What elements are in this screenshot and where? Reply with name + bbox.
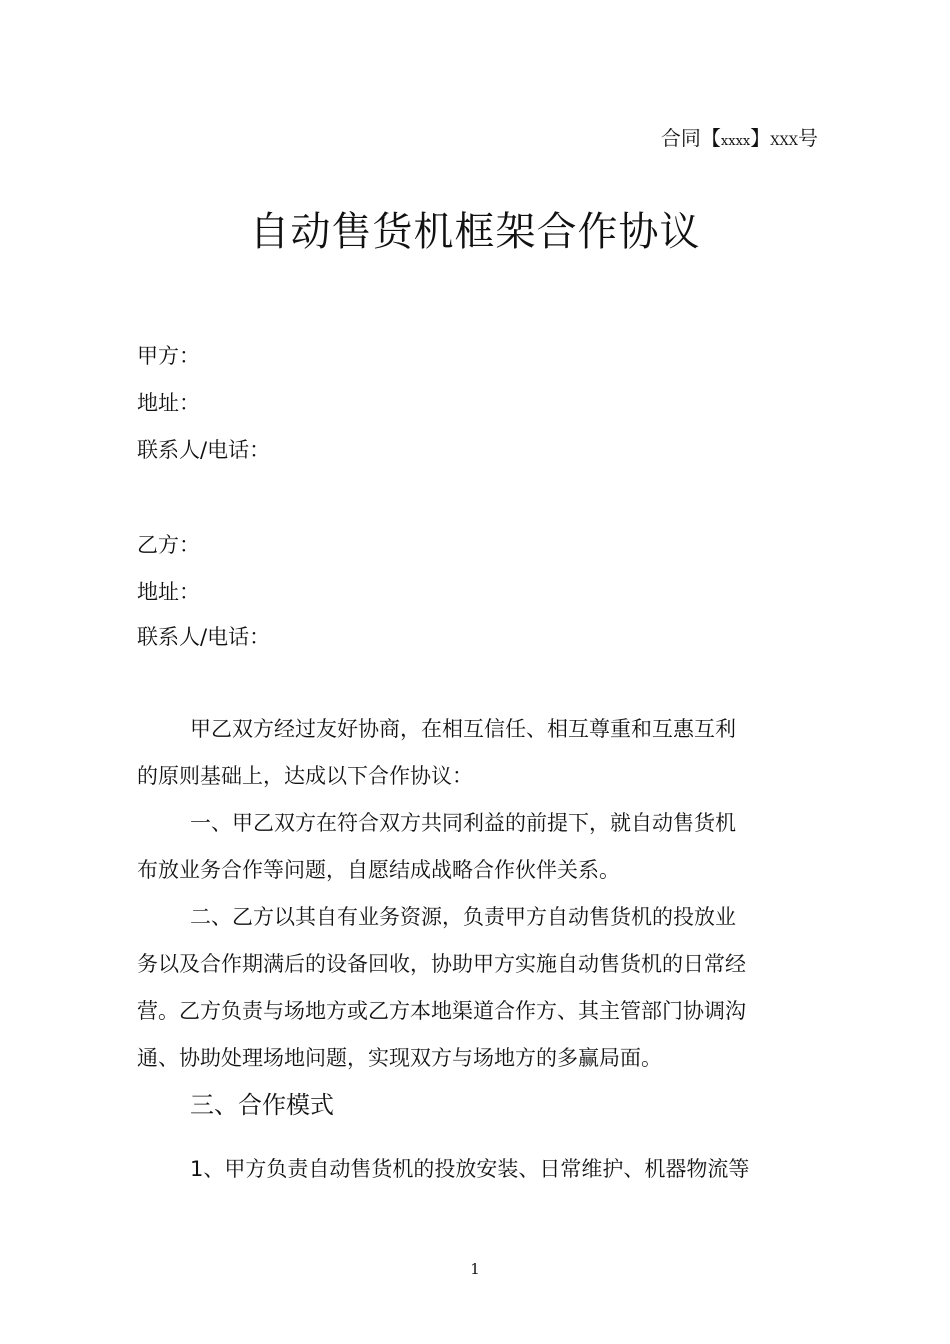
- clause-2-line: 务以及合作期满后的设备回收，协助甲方实施自动售货机的日常经: [137, 952, 746, 976]
- clause-1-line: 一、甲乙双方在符合双方共同利益的前提下，就自动售货机: [190, 811, 736, 835]
- item-1-line: 1、甲方负责自动售货机的投放安装、日常维护、机器物流等: [190, 1157, 750, 1181]
- clause-2-line: 二、乙方以其自有业务资源，负责甲方自动售货机的投放业: [190, 905, 736, 929]
- party-a-contact-label: 联系人/电话：: [137, 438, 271, 462]
- party-a-address-label: 地址：: [137, 391, 200, 415]
- contract-prefix: 合同【: [660, 126, 721, 150]
- item-1-paragraph: [190, 1146, 830, 1193]
- clause-2-paragraph: [137, 894, 817, 1082]
- clause-2-line: 通、协助处理场地问题，实现双方与场地方的多赢局面。: [137, 1046, 662, 1070]
- intro-paragraph: [137, 706, 817, 800]
- party-b-address-label: 地址：: [137, 580, 200, 604]
- document-title: 自动售货机框架合作协议: [249, 209, 701, 255]
- party-b-name-label: 乙方：: [137, 533, 200, 557]
- contract-bracket: 】: [750, 126, 771, 150]
- intro-line: 甲乙双方经过友好协商，在相互信任、相互尊重和互惠互利: [190, 717, 736, 741]
- contract-year: xxxx: [720, 134, 751, 149]
- page-number: 1: [470, 1260, 480, 1278]
- party-a-name-label: 甲方：: [137, 344, 200, 368]
- section-3-heading: 三、合作模式: [190, 1091, 334, 1119]
- clause-1-line: 布放业务合作等问题，自愿结成战略合作伙伴关系。: [137, 858, 620, 882]
- clause-2-line: 营。乙方负责与场地方或乙方本地渠道合作方、其主管部门协调沟: [137, 999, 746, 1023]
- intro-line: 的原则基础上，达成以下合作协议：: [137, 764, 473, 788]
- contract-number: [661, 122, 818, 151]
- contract-suffix: 号: [798, 126, 818, 150]
- clause-1-paragraph: [137, 800, 817, 894]
- contract-seq: XXX: [770, 134, 798, 149]
- party-b-contact-label: 联系人/电话：: [137, 625, 271, 649]
